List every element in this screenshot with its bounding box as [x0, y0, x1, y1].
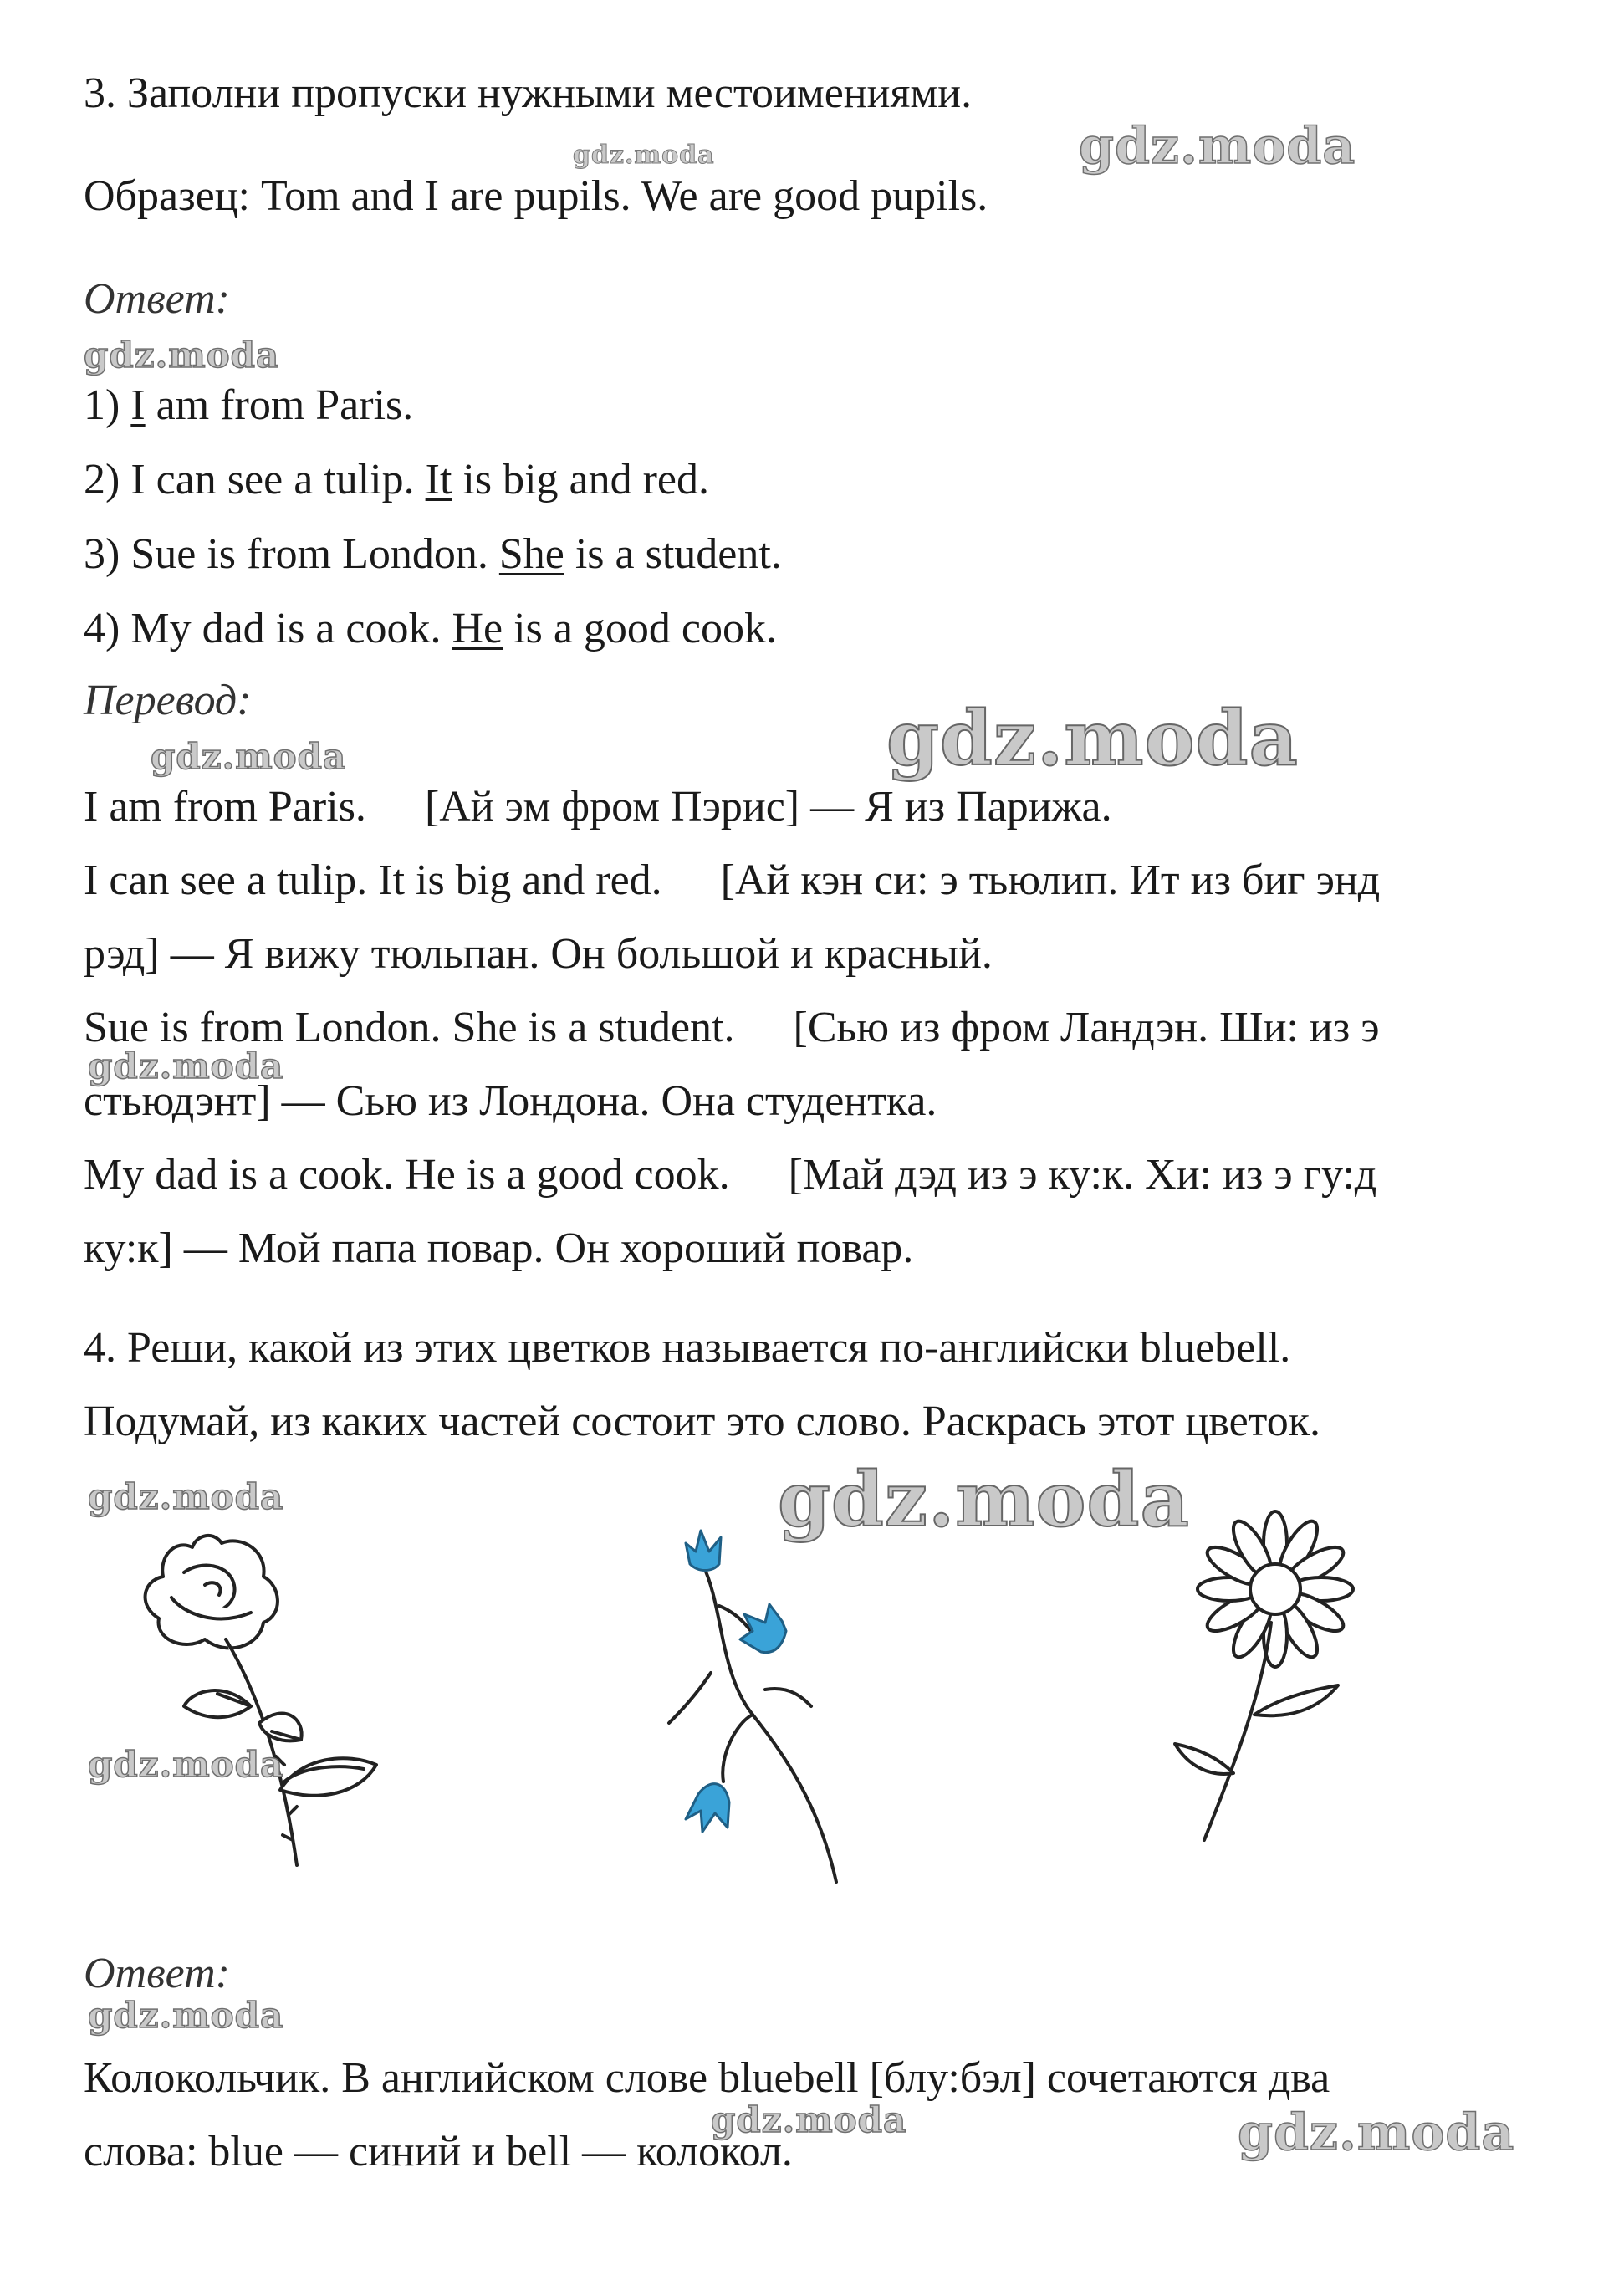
answer-pre: Sue is from London. — [130, 530, 499, 578]
translation-4 — [84, 1150, 1376, 1200]
answer-pre: My dad is a cook. — [130, 605, 452, 652]
translation-en: I can see a tulip. It is big and red. — [84, 856, 662, 904]
sample-prefix: Образец: — [84, 172, 261, 220]
translation-2-cont: рэд] — Я вижу тюльпан. Он большой и красный. — [84, 930, 993, 978]
answer-3 — [84, 529, 782, 580]
task4-answer-line2: слова: blue — синий и bell — колокол. — [84, 2128, 793, 2175]
watermark: gdz.moda — [151, 736, 347, 777]
answer-rest: is a good cook. — [503, 605, 777, 652]
translation-en: I am from Paris. — [84, 783, 366, 831]
answer-num: 3) — [84, 530, 131, 578]
translation-ru: [Май дэд из э ку:к. Хи: из э гу:д — [788, 1151, 1377, 1199]
answer-pronoun: It — [425, 456, 452, 504]
translation-en: Sue is from London. She is a student. — [84, 1004, 735, 1051]
answer-4 — [84, 604, 777, 654]
answer-1 — [84, 381, 413, 431]
answer-num: 2) — [84, 456, 131, 504]
watermark: gdz.moda — [711, 2099, 907, 2140]
translation-1 — [84, 782, 1112, 832]
watermark: gdz.moda — [1079, 117, 1356, 176]
translation-3-cont: стьюдэнт] — Сью из Лондона. Она студентка. — [84, 1077, 937, 1125]
translation-2 — [84, 856, 1380, 906]
answer-pre: I can see a tulip. — [130, 456, 426, 504]
translation-en: My dad is a cook. He is a good cook. — [84, 1151, 730, 1199]
translation-ru: [Ай кэн си: э тьюлип. Ит из биг энд — [720, 856, 1381, 904]
task4-subtitle: Подумай, из каких частей состоит это слово. Раскрась этот цветок. — [84, 1398, 1320, 1445]
answer-pronoun: He — [452, 605, 503, 652]
watermark: gdz.moda — [88, 1744, 284, 1785]
translation-label: Перевод: — [84, 677, 252, 724]
watermark: gdz.moda — [1238, 2104, 1515, 2162]
watermark: gdz.moda — [84, 335, 280, 376]
task4-answer-label: Ответ: — [84, 1950, 230, 1997]
task3-answer-label: Ответ: — [84, 275, 230, 323]
answer-num: 4) — [84, 605, 131, 652]
watermark: gdz.moda — [88, 1476, 284, 1517]
answer-rest: is big and red. — [452, 456, 709, 504]
answer-pronoun: I — [130, 381, 146, 429]
watermark: gdz.moda — [886, 694, 1299, 783]
answer-rest: is a student. — [564, 530, 782, 578]
answer-rest: am from Paris. — [145, 381, 414, 429]
watermark: gdz.moda — [778, 1455, 1190, 1544]
bluebell-illustration — [661, 1506, 886, 1890]
task3-sample — [84, 171, 988, 222]
translation-ru: [Сью из фром Ландэн. Ши: из э — [793, 1004, 1380, 1051]
answer-num: 1) — [84, 381, 131, 429]
task4-title: 4. Реши, какой из этих цветков называется по-английски bluebell. — [84, 1324, 1291, 1372]
rose-illustration — [125, 1514, 426, 1882]
daisy-illustration — [1137, 1506, 1388, 1857]
translation-4-cont: ку:к] — Мой папа повар. Он хороший повар. — [84, 1224, 914, 1272]
task4-answer-line1: Колокольчик. В английском слове bluebell [блу:бэл] сочетаются два — [84, 2054, 1330, 2102]
task3-title: 3. Заполни пропуски нужными местоимениями. — [84, 69, 973, 117]
translation-3 — [84, 1003, 1380, 1053]
answer-2 — [84, 455, 709, 505]
watermark: gdz.moda — [88, 1995, 284, 2036]
watermark: gdz.moda — [573, 141, 715, 170]
sample-text: Tom and I are pupils. We are good pupils. — [261, 172, 988, 220]
answer-pronoun: She — [498, 530, 564, 578]
translation-ru: [Ай эм фром Пэрис] — Я из Парижа. — [424, 783, 1112, 831]
watermark: gdz.moda — [88, 1045, 284, 1086]
